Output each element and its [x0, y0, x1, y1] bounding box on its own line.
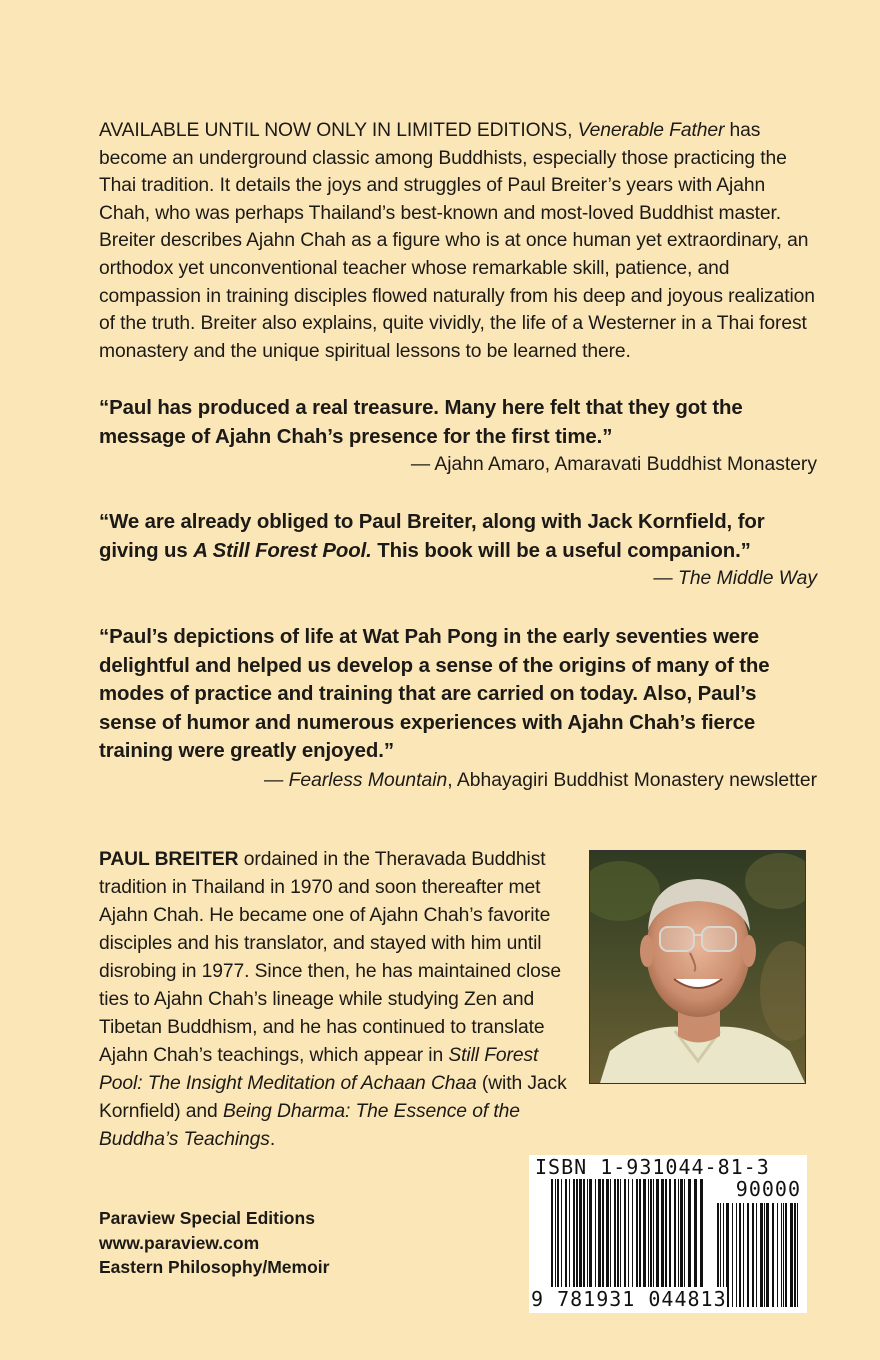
attribution-dash: —: [263, 770, 284, 791]
bio-book-2: Being Dharma: The Essence of the Buddha’s Teachings: [99, 1101, 520, 1150]
quote-amaro-attribution: — Ajahn Amaro, Amaravati Buddhist Monastery: [410, 454, 817, 475]
quote-amaro: “Paul has produced a real treasure. Many here felt that they got the message of Ajahn Chah’s presence for the first time.”: [99, 397, 743, 448]
bio-book-1-note: (with Jack Kornfield): [99, 1073, 567, 1122]
bio-book-1: Still Forest Pool: The Insight Meditation of Achaan Chaa: [99, 1045, 539, 1094]
attribution-source: The Middle Way: [678, 568, 817, 589]
book-title: Venerable Father: [577, 120, 725, 141]
publisher-info: [99, 1206, 329, 1280]
quote-middle-way: [99, 508, 819, 565]
attribution-source: Fearless Mountain: [288, 770, 448, 791]
description-paragraph: [99, 117, 819, 365]
author-bio: [99, 846, 569, 1154]
quote-middle-way-text: “We are already obliged to Paul Breiter, along with Jack Kornfield, for giving us: [99, 511, 765, 562]
price-code: 90000: [735, 1177, 801, 1201]
author-name: PAUL BREITER: [99, 849, 239, 870]
bio-end: .: [269, 1129, 276, 1150]
publisher-url: www.paraview.com: [99, 1232, 260, 1253]
lead-caps: AVAILABLE UNTIL NOW ONLY IN LIMITED EDITIONS,: [99, 120, 573, 141]
quote-middle-way-text-end: This book will be a useful companion.”: [377, 539, 751, 562]
author-photo: [589, 850, 806, 1084]
publisher-edition: Paraview Special Editions: [99, 1208, 315, 1228]
attribution-dash: —: [653, 568, 673, 589]
publisher-category: Eastern Philosophy/Memoir: [99, 1257, 330, 1277]
isbn-number: ISBN 1-931044-81-3: [535, 1155, 770, 1179]
quote-fearless-mountain: “Paul’s depictions of life at Wat Pah Pong in the early seventies were delightful and helped us develop a sense of the origins of many of the modes of practice and training that are carried on today. Also, Paul’s sense of humor and numerous experiences with Ajahn Chah’s fierce training were greatly enjoyed.”: [99, 626, 770, 763]
ean-number: 9 781931 044813: [531, 1287, 727, 1311]
quote-middle-way-book: A Still Forest Pool.: [193, 539, 372, 562]
author-portrait-image: [590, 851, 805, 1083]
quote-middle-way-attribution: [653, 566, 817, 592]
bio-text: ordained in the Theravada Buddhist tradition in Thailand in 1970 and soon thereafter met Ajahn Chah. He became one of Ajahn Chah’s favorite disciples and his translator, and stayed with him until disrobing in 1977. Since then, he has maintained close ties to Ajahn Chah’s lineage while studying Zen and Tibetan Buddhism, and he has continued to translate Ajahn Chah’s teachings, which appear in: [99, 849, 561, 1066]
description-text: has become an underground classic among Buddhists, especially those practicing the Thai tradition. It details the joys and struggles of Paul Breiter’s years with Ajahn Chah, who was perhaps Thailand’s best-known and most-loved Buddhist master. Breiter describes Ajahn Chah as a figure who is at once human yet extraordinary, an orthodox yet unconventional teacher whose remarkable skill, patience, and compassion in training disciples flowed naturally from his deep and joyous realization of the truth. Breiter also explains, quite vividly, the life of a Westerner in a Thai forest monastery and the unique spiritual lessons to be learned there.: [99, 120, 815, 362]
attribution-rest: , Abhayagiri Buddhist Monastery newsletter: [447, 770, 817, 791]
bio-joiner: and: [185, 1101, 218, 1122]
quote-fearless-mountain-attribution: [264, 768, 817, 794]
isbn-barcode: [529, 1155, 807, 1313]
